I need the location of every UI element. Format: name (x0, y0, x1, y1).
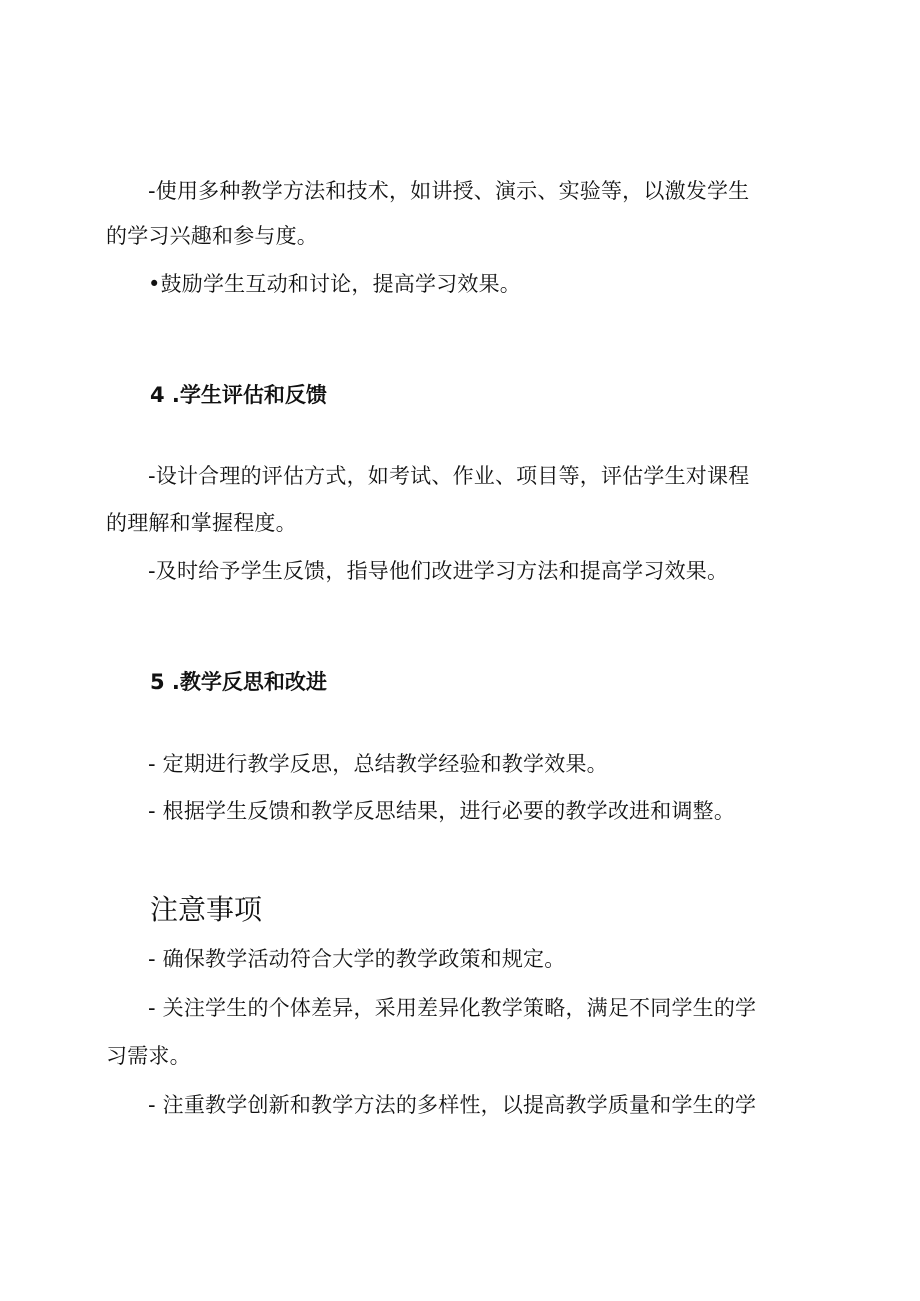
notes-title: 注意事项 (150, 893, 263, 926)
section-4-item1-line2: 的理解和掌握程度。 (106, 511, 297, 535)
notes-item1: - 确保教学活动符合大学的教学政策和规定。 (148, 947, 566, 971)
paragraph-teaching-methods-line2: 的学习兴趣和参与度。 (106, 224, 318, 248)
section-5-item1: - 定期进行教学反思，总结教学经验和教学效果。 (148, 752, 608, 776)
section-5-item2: - 根据学生反馈和教学反思结果，进行必要的教学改进和调整。 (148, 799, 736, 823)
section-4-heading: 4 .学生评估和反馈 (150, 383, 327, 407)
section-4-item1-line1: -设计合理的评估方式，如考试、作业、项目等，评估学生对课程 (148, 464, 750, 488)
notes-item3-line1: - 注重教学创新和教学方法的多样性，以提高教学质量和学生的学 (148, 1093, 757, 1117)
section-4-item2: -及时给予学生反馈，指导他们改进学习方法和提高学习效果。 (148, 559, 729, 583)
section-5-heading: 5 .教学反思和改进 (150, 670, 327, 694)
paragraph-encourage-interaction: •鼓励学生互动和讨论，提高学习效果。 (148, 272, 521, 296)
notes-item2-line2: 习需求。 (106, 1044, 191, 1068)
paragraph-teaching-methods-line1: -使用多种教学方法和技术，如讲授、演示、实验等，以激发学生 (148, 179, 750, 203)
notes-item2-line1: - 关注学生的个体差异，采用差异化教学策略，满足不同学生的学 (148, 996, 757, 1020)
